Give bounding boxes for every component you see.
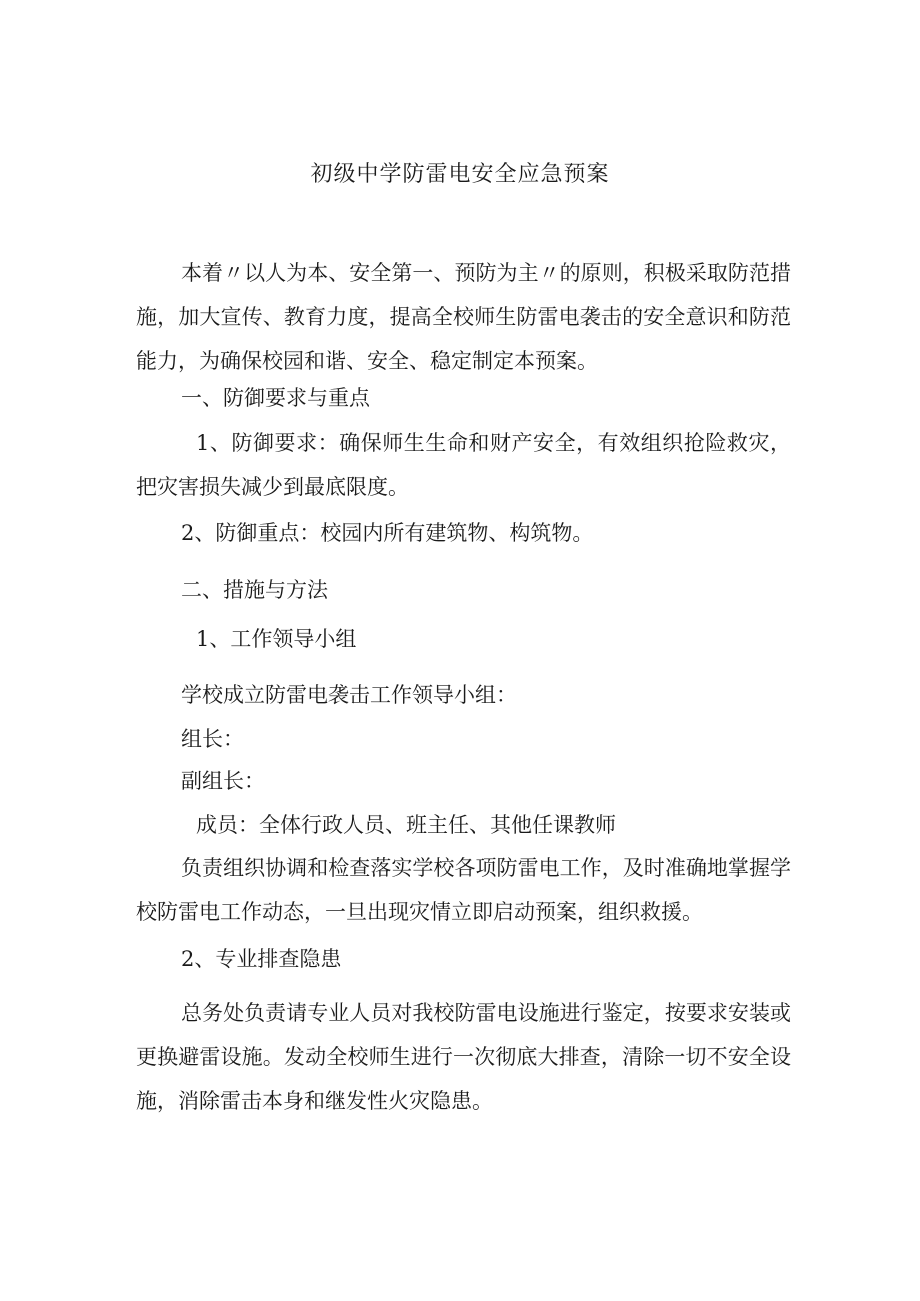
group-intro: 学校成立防雷电袭击工作领导小组： [181,683,517,707]
item-1-1-text: 1、防御要求：确保师生生命和财产安全，有效组织抢险救灾，把灾害损失减少到最底限度。 [136,431,791,499]
item-2-2-heading: 2、专业排查隐患 [181,947,342,971]
intro-paragraph [136,251,791,383]
section-1-heading: 一、防御要求与重点 [181,386,370,410]
inspection-text: 总务处负责请专业人员对我校防雷电设施进行鉴定，按要求安装或更换避雷设施。发动全校师生进行一次彻底大排查，清除一切不安全设施，消除雷击本身和继发性火灾隐患。 [136,1001,791,1113]
section-2-heading: 二、措施与方法 [181,578,328,602]
group-members: 成员：全体行政人员、班主任、其他任课教师 [196,813,616,837]
item-2-1-heading: 1、工作领导小组 [196,627,357,651]
group-duty-text: 负责组织协调和检查落实学校各项防雷电工作，及时准确地掌握学校防雷电工作动态，一旦出现灾情立即启动预案，组织救援。 [136,856,791,924]
document-title: 初级中学防雷电安全应急预案 [310,162,610,187]
intro-text: 本着〃以人为本、安全第一、预防为主〃的原则，积极采取防范措施，加大宣传、教育力度，提高全校师生防雷电袭击的安全意识和防范能力，为确保校园和谐、安全、稳定制定本预案。 [136,261,791,373]
inspection-paragraph [136,991,791,1123]
item-1-1-paragraph [136,421,791,509]
group-leader: 组长： [181,727,244,751]
group-deputy-leader: 副组长： [181,769,265,793]
item-1-2: 2、防御重点：校园内所有建筑物、构筑物。 [181,521,594,545]
group-duty-paragraph [136,846,791,934]
